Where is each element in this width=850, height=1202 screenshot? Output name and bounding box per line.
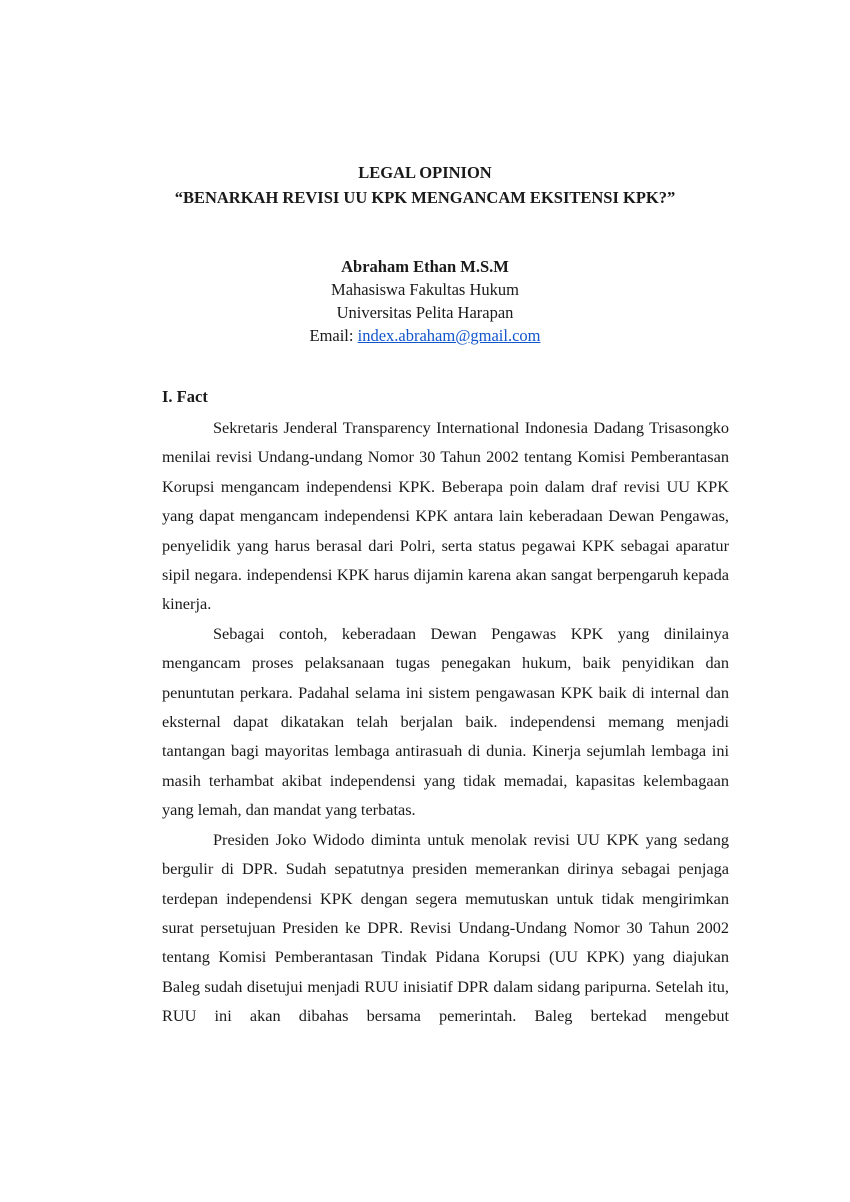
email-link[interactable]: index.abraham@gmail.com (357, 326, 541, 345)
section-heading: I. Fact (162, 387, 208, 406)
document-subtitle: “BENARKAH REVISI UU KPK MENGANCAM EKSITENSI KPK?” (174, 188, 676, 207)
document-header (0, 160, 850, 210)
author-block (0, 255, 850, 347)
paragraph: Sebagai contoh, keberadaan Dewan Pengawas KPK yang dinilainya mengancam proses pelaksanaan tugas penegakan hukum, baik penyidikan dan penuntutan perkara. Padahal selama ini sistem pengawasan KPK baik di internal dan eksternal dapat dikatakan telah berjalan baik. independensi memang menjadi tantangan bagi mayoritas lembaga antirasuah di dunia. Kinerja sejumlah lembaga ini masih terhambat akibat independensi yang tidak memadai, kapasitas kelembagaan yang lemah, dan mandat yang terbatas. (162, 623, 729, 820)
document-title: LEGAL OPINION (358, 163, 492, 182)
paragraph: Presiden Joko Widodo diminta untuk menolak revisi UU KPK yang sedang bergulir di DPR. Sudah sepatutnya presiden memerankan dirinya sebagai penjaga terdepan independensi KPK dengan segera memutuskan untuk tidak mengirimkan surat persetujuan Presiden ke DPR. Revisi Undang-Undang Nomor 30 Tahun 2002 tentang Komisi Pemberantasan Tindak Pidana Korupsi (UU KPK) yang diajukan Baleg sudah disetujui menjadi RUU inisiatif DPR dalam sidang paripurna. Setelah itu, RUU ini akan dibahas bersama pemerintah. Baleg bertekad mengebut (162, 829, 729, 1026)
section-body (162, 413, 729, 1031)
author-email-line (0, 324, 850, 347)
email-label: Email: (309, 326, 358, 345)
author-institution: Universitas Pelita Harapan (336, 303, 514, 322)
author-name: Abraham Ethan M.S.M (341, 257, 509, 276)
paragraph: Sekretaris Jenderal Transparency International Indonesia Dadang Trisasongko menilai revisi Undang-undang Nomor 30 Tahun 2002 tentang Komisi Pemberantasan Korupsi mengancam independensi KPK. Beberapa poin dalam draf revisi UU KPK yang dapat mengancam independensi KPK antara lain keberadaan Dewan Pengawas, penyelidik yang harus berasal dari Polri, serta status pegawai KPK sebagai aparatur sipil negara. independensi KPK harus dijamin karena akan sangat berpengaruh kepada kinerja. (162, 418, 729, 614)
author-role: Mahasiswa Fakultas Hukum (331, 280, 519, 299)
